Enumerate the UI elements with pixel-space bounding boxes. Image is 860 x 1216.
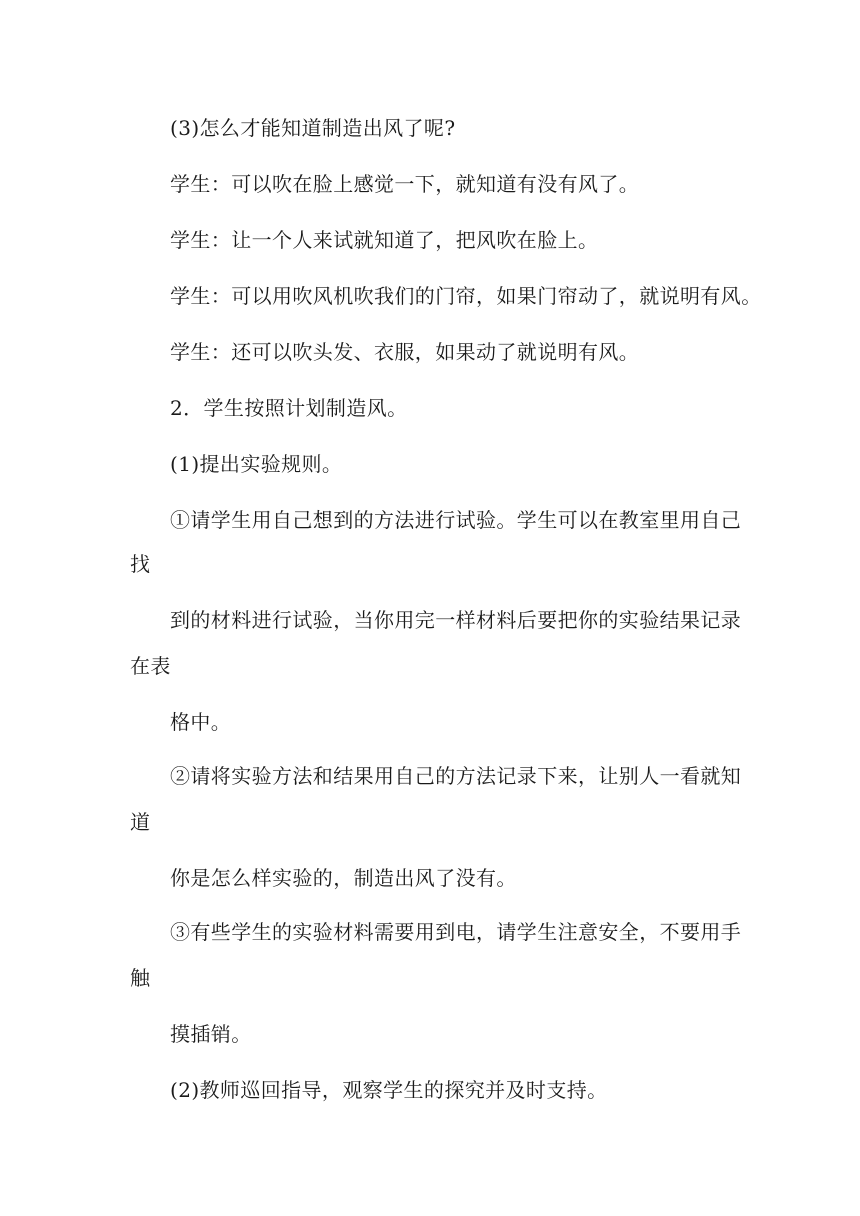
teacher-guidance: (2)教师巡回指导，观察学生的探究并及时支持。 bbox=[170, 1078, 608, 1102]
rule-2-line-1: ②请将实验方法和结果用自己的方法记录下来，让别人一看就知 bbox=[170, 764, 742, 788]
rule-1-line-5: 格中。 bbox=[170, 710, 232, 734]
rule-3-line-1: ③有些学生的实验材料需要用到电，请学生注意安全，不要用手 bbox=[170, 920, 742, 944]
rule-1-line-3: 到的材料进行试验，当你用完一样材料后要把你的实验结果记录 bbox=[170, 608, 742, 632]
student-answer-2: 学生：让一个人来试就知道了，把风吹在脸上。 bbox=[170, 228, 599, 252]
question-heading: (3)怎么才能知道制造出风了呢? bbox=[170, 116, 456, 140]
rule-1-line-1: ①请学生用自己想到的方法进行试验。学生可以在教室里用自己 bbox=[170, 508, 742, 532]
student-answer-1: 学生：可以吹在脸上感觉一下，就知道有没有风了。 bbox=[170, 172, 640, 196]
student-answer-4: 学生：还可以吹头发、衣服，如果动了就说明有风。 bbox=[170, 340, 640, 364]
subsection-heading: (1)提出实验规则。 bbox=[170, 452, 343, 476]
rule-1-line-2: 找 bbox=[130, 552, 151, 576]
section-heading: 2．学生按照计划制造风。 bbox=[170, 396, 408, 420]
rule-3-line-3: 摸插销。 bbox=[170, 1022, 252, 1046]
rule-2-line-2: 道 bbox=[130, 810, 151, 834]
rule-2-line-3: 你是怎么样实验的，制造出风了没有。 bbox=[170, 866, 517, 890]
rule-1-line-4: 在表 bbox=[130, 654, 171, 678]
student-answer-3: 学生：可以用吹风机吹我们的门帘，如果门帘动了，就说明有风。 bbox=[170, 284, 762, 308]
rule-3-line-2: 触 bbox=[130, 966, 151, 990]
